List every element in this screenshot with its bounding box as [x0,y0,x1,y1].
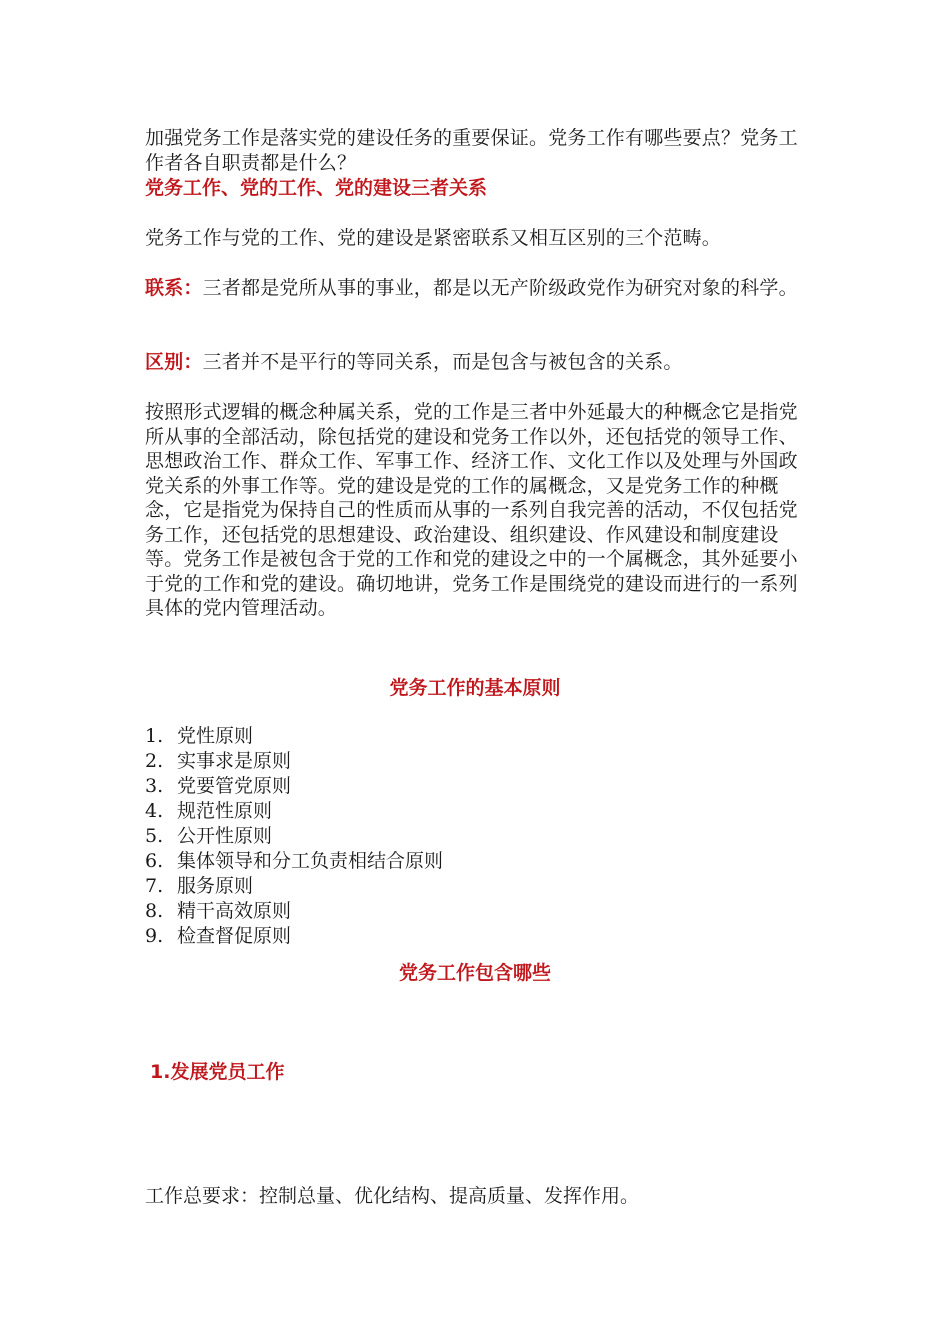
list-item-text: 服务原则 [177,875,254,897]
intro-paragraph: 加强党务工作是落实党的建设任务的重要保证。党务工作有哪些要点？党务工作者各自职责都是什么？ [145,127,798,174]
list-item-text: 精干高效原则 [177,900,292,922]
list-item-text: 公开性原则 [177,825,273,847]
list-item-number: 4. [145,800,164,822]
list-item-number: 7. [145,875,164,897]
difference-text: 三者并不是平行的等同关系，而是包含与被包含的关系。 [202,351,683,373]
list-item-number: 3. [145,775,164,797]
list-item [145,774,810,799]
list-item [145,874,810,899]
paragraph-three-categories: 党务工作与党的工作、党的建设是紧密联系又相互区别的三个范畴。 [145,227,722,249]
section-heading-principles: 党务工作的基本原则 [389,677,561,699]
list-item-number: 1. [145,725,164,747]
principles-list [145,724,810,949]
list-item-text: 规范性原则 [177,800,273,822]
section-heading-relations: 党务工作、党的工作、党的建设三者关系 [145,177,488,199]
list-item-number: 6. [145,850,164,872]
list-item [145,749,810,774]
list-item-text: 集体领导和分工负责相结合原则 [177,850,444,872]
list-item-text: 党要管党原则 [177,775,292,797]
list-item-number: 5. [145,825,164,847]
list-item-number: 9. [145,925,164,947]
list-item-text: 检查督促原则 [177,925,292,947]
list-item [145,824,810,849]
sub-heading-member-development: 1.发展党员工作 [150,1061,285,1083]
section-heading-contents: 党务工作包含哪些 [398,962,551,984]
list-item-number: 2. [145,750,164,772]
relation-text: 三者都是党所从事的事业，都是以无产阶级政党作为研究对象的科学。 [202,277,798,299]
paragraph-long-explanation: 按照形式逻辑的概念种属关系，党的工作是三者中外延最大的种概念它是指党所从事的全部活动，除包括党的建设和党务工作以外，还包括党的领导工作、思想政治工作、群众工作、军事工作、经济工作、文化工作以及处理与外国政党关系的外事工作等。党的建设是党的工作的属概念，又是党务工作的种概念，它是指党为保持自己的性质而从事的一系列自我完善的活动，不仅包括党务工作，还包括党的思想建设、政治建设、组织建设、作风建设和制度建设等。党务工作是被包含于党的工作和党的建设之中的一个属概念，其外延要小于党的工作和党的建设。确切地讲，党务工作是围绕党的建设而进行的一系列具体的党内管理活动。 [145,401,798,619]
paragraph-relation [145,276,810,301]
work-requirement: 工作总要求：控制总量、优化结构、提高质量、发挥作用。 [145,1185,640,1207]
difference-label: 区别： [145,351,203,373]
paragraph-difference [145,350,810,375]
list-item [145,924,810,949]
list-item-text: 党性原则 [177,725,254,747]
relation-label: 联系： [145,277,203,299]
list-item [145,799,810,824]
list-item-text: 实事求是原则 [177,750,292,772]
list-item [145,849,810,874]
principles-list-container [145,724,810,949]
list-item-number: 8. [145,900,164,922]
list-item [145,724,810,749]
list-item [145,899,810,924]
